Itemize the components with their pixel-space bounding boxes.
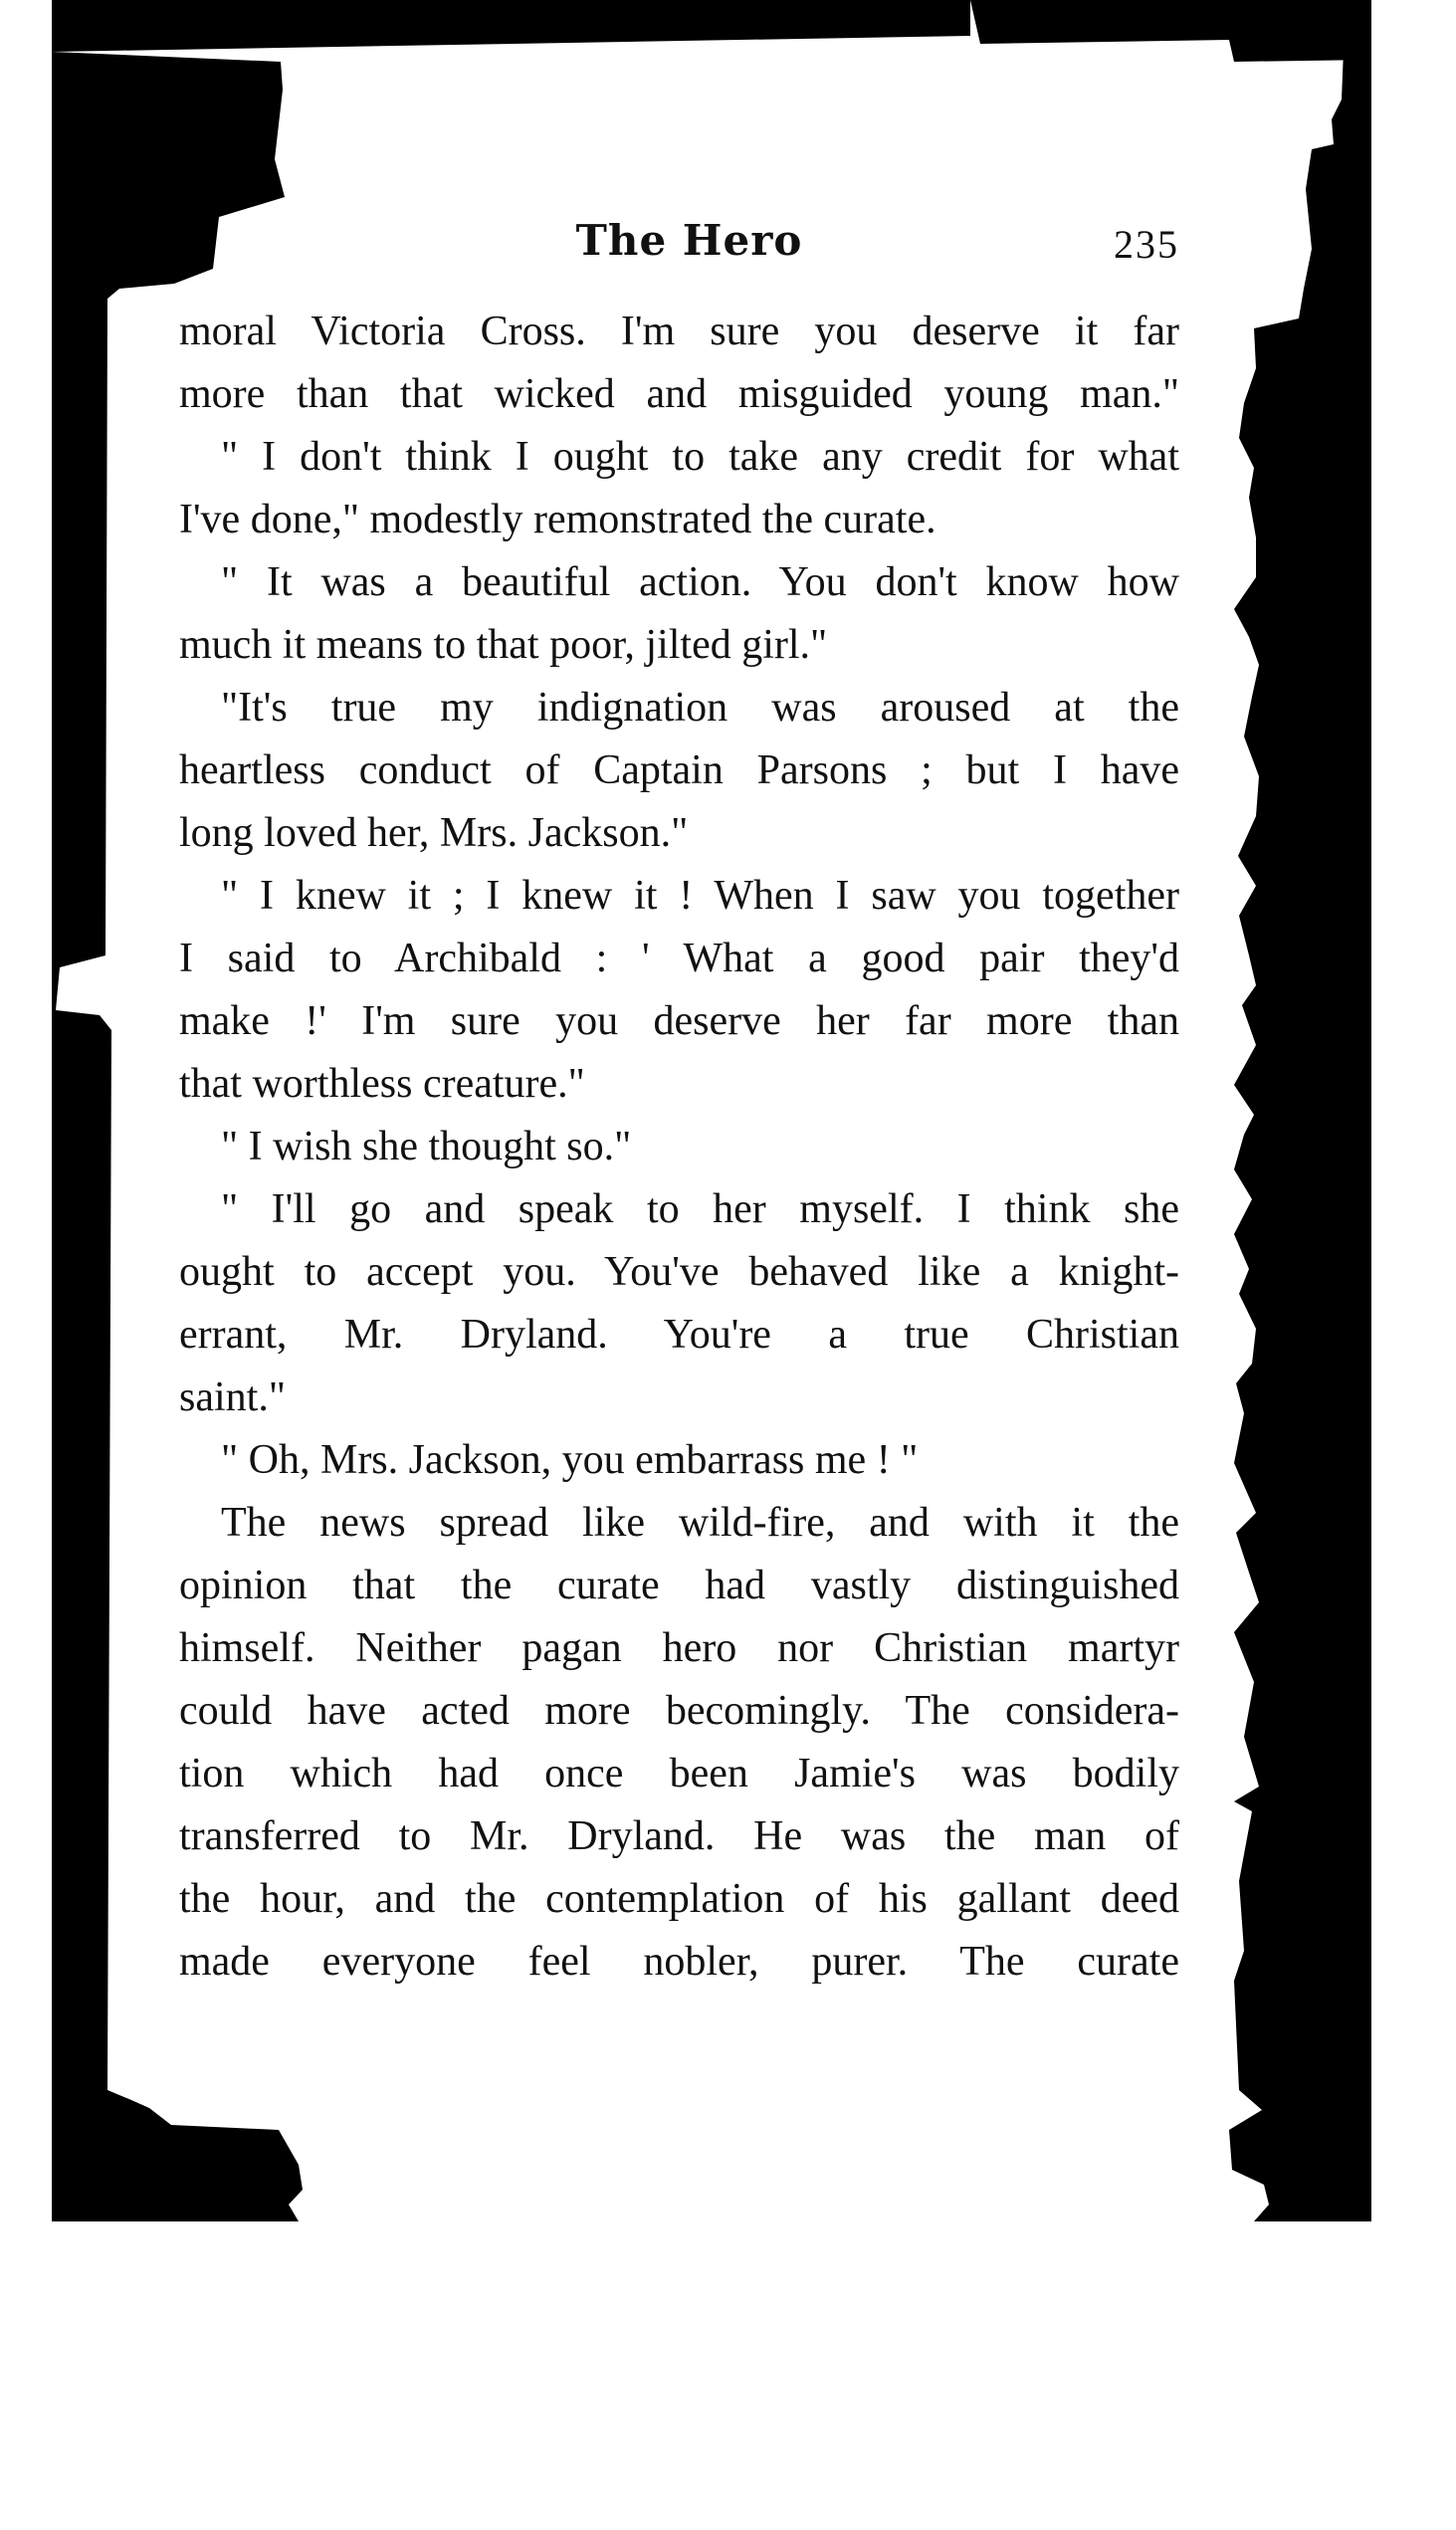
text-line: " It was a beautiful action. You don't know how — [221, 559, 1179, 605]
text-line: "It's true my indignation was aroused at the — [221, 685, 1179, 731]
text-line: errant, Mr. Dryland. You're a true Christian — [179, 1312, 1179, 1358]
text-line: " I wish she thought so." — [221, 1124, 632, 1169]
right-scan-edge — [1229, 0, 1371, 2221]
text-line: heartless conduct of Captain Parsons ; but I have — [179, 747, 1179, 793]
text-line: tion which had once been Jamie's was bodily — [179, 1751, 1179, 1796]
text-line: saint." — [179, 1374, 286, 1420]
text-line: The news spread like wild-fire, and with it the — [221, 1500, 1179, 1546]
running-head: The Hero — [575, 216, 803, 265]
text-line: could have acted more becomingly. The considera- — [179, 1688, 1179, 1734]
body-text — [179, 301, 1179, 1994]
page-header — [179, 211, 1179, 271]
text-line: " I don't think I ought to take any credit for what — [221, 434, 1179, 480]
text-line: opinion that the curate had vastly distinguished — [179, 1563, 1179, 1608]
text-line: I've done," modestly remonstrated the curate. — [179, 497, 936, 542]
text-line: I said to Archibald : ' What a good pair they'd — [179, 936, 1179, 981]
text-line: more than that wicked and misguided young man." — [179, 371, 1179, 417]
text-line: moral Victoria Cross. I'm sure you deserve it far — [179, 309, 1179, 354]
text-line: " I'll go and speak to her myself. I think she — [221, 1186, 1179, 1232]
text-line: make !' I'm sure you deserve her far more than — [179, 998, 1179, 1044]
page-number: 235 — [1114, 222, 1179, 267]
text-line: transferred to Mr. Dryland. He was the man of — [179, 1813, 1179, 1859]
text-line: himself. Neither pagan hero nor Christian martyr — [179, 1625, 1179, 1671]
text-line: " Oh, Mrs. Jackson, you embarrass me ! " — [221, 1437, 919, 1483]
text-line: the hour, and the contemplation of his gallant deed — [179, 1876, 1179, 1922]
text-line: made everyone feel nobler, purer. The curate — [179, 1939, 1179, 1985]
text-line: that worthless creature." — [179, 1061, 585, 1107]
text-line: " I knew it ; I knew it ! When I saw you together — [221, 873, 1179, 919]
text-line: much it means to that poor, jilted girl." — [179, 622, 828, 668]
text-line: ought to accept you. You've behaved like a knight- — [179, 1249, 1179, 1295]
top-scan-edge — [52, 0, 1371, 62]
text-line: long loved her, Mrs. Jackson." — [179, 810, 689, 856]
